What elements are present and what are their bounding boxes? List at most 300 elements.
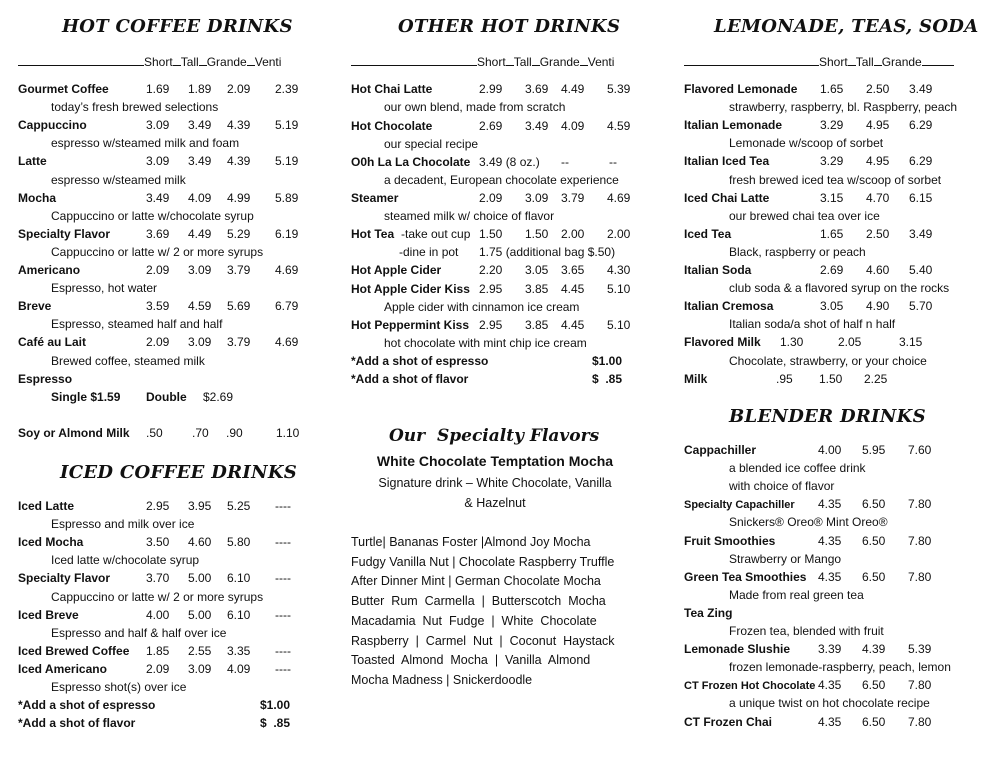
price: 6.15 <box>909 190 933 205</box>
size-grande: Grande <box>539 55 580 69</box>
price: 2.69 <box>820 263 844 277</box>
hot-tea-row2 <box>351 243 641 261</box>
price: 2.09 <box>146 661 170 676</box>
price: 1.65 <box>820 82 844 96</box>
price: 3.65 <box>561 263 585 277</box>
price: 4.30 <box>607 263 631 277</box>
addon-price: $1.00 <box>260 698 291 712</box>
flavor-line: Butter Rum Carmella | Butterscotch Mocha <box>351 594 606 609</box>
item-name: Steamer <box>351 191 399 205</box>
price: 3.70 <box>146 571 170 586</box>
item-name: Iced Breve <box>18 607 79 622</box>
menu-item <box>18 333 318 351</box>
price: ---- <box>275 535 291 550</box>
item-desc: Espresso and milk over ice <box>51 517 195 532</box>
price: 6.50 <box>862 533 886 548</box>
price: ---- <box>275 643 291 658</box>
price: 7.80 <box>908 678 932 693</box>
hot-tea-option: -dine in pot <box>399 245 459 259</box>
item-name: Iced Tea <box>684 226 732 241</box>
price: 6.79 <box>275 299 299 314</box>
price: 3.15 <box>899 335 923 350</box>
price: 3.15 <box>820 190 844 205</box>
menu-item <box>351 261 641 279</box>
addon-espresso <box>351 352 641 370</box>
price: 1.10 <box>276 426 300 440</box>
price: 4.39 <box>862 642 886 657</box>
price: 6.50 <box>862 497 886 512</box>
price: 1.75 (additional bag $.50) <box>479 245 616 259</box>
item-desc: Cappuccino or latte w/ 2 or more syrups <box>51 589 264 604</box>
price: 4.09 <box>227 661 251 676</box>
addon-price: $ .85 <box>592 372 623 386</box>
menu-item <box>18 152 318 170</box>
item-desc: club soda & a flavored syrup on the rocks <box>729 281 950 296</box>
price: 4.39 <box>227 154 251 169</box>
item-name: Specialty Flavor <box>18 571 111 586</box>
price: 5.39 <box>908 642 932 657</box>
menu-item <box>351 280 641 298</box>
espresso-single-double <box>51 388 234 406</box>
price: 7.60 <box>908 443 932 457</box>
iced-coffee-title: ICED COFFEE DRINKS <box>60 462 298 483</box>
price: 6.50 <box>862 569 886 584</box>
size-grande: Grande <box>206 55 247 69</box>
item-desc: Brewed coffee, steamed milk <box>51 353 205 368</box>
addon-label: *Add a shot of flavor <box>351 372 469 386</box>
item-name: Mocha <box>18 190 57 205</box>
soy-almond-row <box>18 424 308 442</box>
menu-item <box>684 568 984 586</box>
price: 1.89 <box>188 82 212 96</box>
price: 4.00 <box>146 607 170 622</box>
menu-item <box>18 80 318 98</box>
price: 2.39 <box>275 82 299 96</box>
price: 4.45 <box>561 318 585 332</box>
price: 4.35 <box>818 533 842 548</box>
item-desc: Espresso and half & half over ice <box>51 625 227 640</box>
price: 3.09 <box>188 263 212 277</box>
price: 5.69 <box>227 299 251 314</box>
menu-item <box>684 297 984 315</box>
price: 3.79 <box>227 263 251 277</box>
flavor-line: After Dinner Mint | German Chocolate Mocha <box>351 574 601 589</box>
menu-item <box>684 333 984 351</box>
item-name: Espresso <box>18 372 73 386</box>
size-tall: Tall <box>180 55 199 69</box>
addon-label: *Add a shot of espresso <box>18 698 156 712</box>
size-tall: Tall <box>513 55 532 69</box>
price: 4.09 <box>188 190 212 205</box>
menu-item <box>684 532 984 550</box>
price: 3.69 <box>146 226 170 241</box>
price: 1.85 <box>146 643 170 658</box>
menu-item <box>684 189 984 207</box>
price: 7.80 <box>908 569 932 584</box>
price: 4.49 <box>188 226 212 241</box>
espresso-row <box>18 370 72 388</box>
item-name: Iced Mocha <box>18 535 84 550</box>
price: 3.49 <box>188 154 212 169</box>
price: ---- <box>275 571 291 586</box>
hot-coffee-size-header <box>18 54 281 69</box>
item-name: Tea Zing <box>684 605 733 620</box>
item-desc: Espresso shot(s) over ice <box>51 680 187 694</box>
price: 2.50 <box>866 82 890 96</box>
price: 4.69 <box>607 191 631 205</box>
price: 3.49 <box>909 226 933 241</box>
price: 3.05 <box>525 263 549 277</box>
price: 3.59 <box>146 299 170 314</box>
menu-item <box>18 225 318 243</box>
item-desc: Apple cider with cinnamon ice cream <box>384 300 580 314</box>
menu-item <box>684 676 984 694</box>
price: 3.09 <box>525 191 549 205</box>
item-name: Specialty Capachiller <box>684 499 795 512</box>
price: 3.50 <box>146 535 170 550</box>
size-short: Short <box>819 55 848 69</box>
item-desc: steamed milk w/ choice of flavor <box>384 209 555 223</box>
menu-item <box>18 116 318 134</box>
price: 2.69 <box>479 119 503 133</box>
price: 5.95 <box>862 443 886 457</box>
price: 6.10 <box>227 607 251 622</box>
price: 1.50 <box>819 371 843 386</box>
size-short: Short <box>144 55 173 69</box>
price: 5.40 <box>909 263 933 277</box>
price: 2.50 <box>866 226 890 241</box>
price: 4.39 <box>227 118 251 133</box>
item-desc: Chocolate, strawberry, or your choice <box>729 353 927 368</box>
price: 4.35 <box>818 569 842 584</box>
menu-item <box>684 116 984 134</box>
item-name: Specialty Flavor <box>18 226 111 241</box>
item-name: O0h La La Chocolate <box>351 155 471 169</box>
item-name: Fruit Smoothies <box>684 533 776 548</box>
item-name: CT Frozen Hot Chocolate <box>684 680 816 693</box>
item-name: Latte <box>18 154 47 169</box>
item-desc: Cappuccino or latte w/ 2 or more syrups <box>51 244 264 259</box>
addon-price: $1.00 <box>592 354 623 368</box>
price: 5.00 <box>188 607 212 622</box>
item-name: Iced Latte <box>18 499 75 513</box>
price: 5.10 <box>607 318 631 332</box>
price: 3.85 <box>525 318 549 332</box>
espresso-single: Single $1.59 <box>51 390 121 404</box>
price: 3.69 <box>525 82 549 96</box>
menu-item <box>351 153 641 171</box>
flavor-line: Fudgy Vanilla Nut | Chocolate Raspberry Truffle <box>351 554 615 569</box>
price: 4.95 <box>866 118 890 133</box>
price: 1.50 <box>525 227 549 241</box>
price: 1.50 <box>479 227 503 241</box>
price: 2.95 <box>146 499 170 513</box>
item-desc: a decadent, European chocolate experience <box>384 173 619 187</box>
price: 7.80 <box>908 497 932 512</box>
item-desc: a blended ice coffee drink <box>729 461 866 476</box>
menu-item <box>684 261 984 279</box>
addon-flavor <box>351 370 641 388</box>
price: -- <box>609 155 617 169</box>
item-name: Flavored Milk <box>684 335 761 350</box>
hot-tea-row <box>351 225 641 243</box>
menu-item <box>18 660 318 678</box>
flavor-line: Toasted Almond Mocha | Vanilla Almond <box>351 653 591 668</box>
menu-item <box>18 297 318 315</box>
price: 3.09 <box>146 118 170 133</box>
addon-label: *Add a shot of flavor <box>18 716 136 730</box>
price: 2.00 <box>561 227 585 241</box>
price: .50 <box>146 426 163 440</box>
price: ---- <box>275 661 291 676</box>
price: 6.29 <box>909 154 933 169</box>
menu-item <box>684 640 984 658</box>
menu-item <box>351 117 641 135</box>
item-desc: Snickers® Oreo® Mint Oreo® <box>729 515 888 530</box>
price: 4.95 <box>866 154 890 169</box>
price: 6.19 <box>275 226 299 241</box>
price: 2.09 <box>146 263 170 277</box>
item-name: Italian Soda <box>684 263 752 277</box>
size-venti: Venti <box>587 55 615 69</box>
price: 3.05 <box>820 299 844 314</box>
item-desc: our special recipe <box>384 137 479 151</box>
item-name: CT Frozen Chai <box>684 714 773 729</box>
item-name: Iced Americano <box>18 661 107 676</box>
item-name: Hot Tea <box>351 227 395 241</box>
item-desc: Espresso, hot water <box>51 281 158 296</box>
price: 2.09 <box>479 191 503 205</box>
espresso-double-price: $2.69 <box>203 390 234 404</box>
item-name: Lemonade Slushie <box>684 642 791 657</box>
price: 3.09 <box>188 335 212 350</box>
price: -- <box>561 155 569 169</box>
price: 3.49 <box>909 82 933 96</box>
price: 5.10 <box>607 282 631 296</box>
specialty-flavors-title: Our Specialty Flavors <box>389 426 600 446</box>
item-name: Breve <box>18 299 52 314</box>
item-name: Soy or Almond Milk <box>18 426 130 440</box>
flavor-line: Turtle| Bananas Foster |Almond Joy Mocha <box>351 535 591 549</box>
price: .70 <box>192 426 209 440</box>
price: 4.69 <box>275 263 299 277</box>
item-name: Italian Lemonade <box>684 118 783 133</box>
menu-item <box>684 495 984 513</box>
flavor-line: Raspberry | Carmel Nut | Coconut Haystack <box>351 633 615 648</box>
price: 5.39 <box>607 82 631 96</box>
addon-price: $ .85 <box>260 716 291 730</box>
item-name: Hot Chocolate <box>351 119 433 133</box>
menu-item <box>18 497 318 515</box>
menu-item <box>351 189 641 207</box>
item-desc: frozen lemonade-raspberry, peach, lemon <box>729 660 951 675</box>
item-name: Italian Iced Tea <box>684 154 770 169</box>
price: 2.20 <box>479 263 503 277</box>
price: 4.70 <box>866 190 890 205</box>
price: 3.35 <box>227 643 251 658</box>
price: 5.29 <box>227 226 251 241</box>
size-grande: Grande <box>881 55 922 69</box>
price: 5.19 <box>275 154 299 169</box>
item-name: Hot Apple Cider <box>351 263 442 277</box>
price: ---- <box>275 499 291 513</box>
price: 4.60 <box>866 263 890 277</box>
item-desc: fresh brewed iced tea w/scoop of sorbet <box>729 172 942 187</box>
menu-item <box>684 370 984 388</box>
item-name: Hot Apple Cider Kiss <box>351 282 470 296</box>
menu-item <box>351 316 641 334</box>
price: 5.89 <box>275 190 299 205</box>
price: 3.29 <box>820 154 844 169</box>
other-hot-size-header <box>351 54 614 69</box>
price: 4.00 <box>818 443 842 457</box>
item-desc: espresso w/steamed milk <box>51 172 186 187</box>
price: 4.09 <box>561 119 585 133</box>
item-desc: Black, raspberry or peach <box>729 244 866 259</box>
item-desc: Strawberry or Mango <box>729 551 842 566</box>
item-desc: Espresso, steamed half and half <box>51 317 223 332</box>
item-name: Milk <box>684 371 708 386</box>
item-desc: Made from real green tea <box>729 587 864 602</box>
item-desc: Frozen tea, blended with fruit <box>729 624 884 638</box>
price: 5.25 <box>227 499 251 513</box>
price: 1.30 <box>780 335 804 350</box>
item-name: Gourmet Coffee <box>18 82 109 96</box>
price: 3.49 <box>146 190 170 205</box>
price: 4.35 <box>818 714 842 729</box>
item-name: Flavored Lemonade <box>684 82 798 96</box>
blender-title: BLENDER DRINKS <box>729 406 926 427</box>
price: ---- <box>275 607 291 622</box>
menu-item <box>684 225 984 243</box>
price: 2.09 <box>146 335 170 350</box>
item-name: Iced Brewed Coffee <box>18 643 130 658</box>
price: 5.00 <box>188 571 212 586</box>
item-name: Café au Lait <box>18 335 87 350</box>
item-name: Green Tea Smoothies <box>684 569 807 584</box>
price: 4.59 <box>188 299 212 314</box>
item-desc: hot chocolate with mint chip ice cream <box>384 336 587 350</box>
menu-item <box>18 261 318 279</box>
price: 1.69 <box>146 82 170 96</box>
price: 3.49 <box>188 118 212 133</box>
item-desc: espresso w/steamed milk and foam <box>51 136 240 151</box>
menu-item <box>18 606 318 624</box>
menu-item <box>684 604 984 622</box>
price: 6.10 <box>227 571 251 586</box>
specialty-feature: White Chocolate Temptation Mocha <box>376 453 614 469</box>
specialty-signature-line1: Signature drink – White Chocolate, Vanilla <box>378 476 612 490</box>
specialty-signature-line2: & Hazelnut <box>464 496 526 510</box>
menu-item <box>684 713 984 731</box>
price: 4.45 <box>561 282 585 296</box>
price: 2.09 <box>227 82 251 96</box>
menu-item <box>351 80 641 98</box>
price: 3.29 <box>820 118 844 133</box>
price: 6.50 <box>862 678 886 693</box>
price: 2.05 <box>838 335 862 350</box>
hot-coffee-title: HOT COFFEE DRINKS <box>62 16 293 37</box>
item-desc: Italian soda/a shot of half n half <box>729 317 896 332</box>
item-desc: today’s fresh brewed selections <box>51 100 219 115</box>
item-name: Hot Chai Latte <box>351 82 433 96</box>
price: 4.35 <box>818 678 842 693</box>
size-tall: Tall <box>855 55 874 69</box>
other-hot-title: OTHER HOT DRINKS <box>398 16 621 37</box>
price: 3.95 <box>188 499 212 513</box>
price: 3.49 (8 oz.) <box>479 155 540 169</box>
price: 3.39 <box>818 642 842 657</box>
menu-item <box>684 152 984 170</box>
item-name: Cappachiller <box>684 443 757 457</box>
size-venti: Venti <box>254 55 282 69</box>
menu-item <box>18 189 318 207</box>
price: 6.50 <box>862 714 886 729</box>
flavor-line: Macadamia Nut Fudge | White Chocolate <box>351 613 597 628</box>
item-desc: our brewed chai tea over ice <box>729 208 880 223</box>
menu-item <box>18 642 318 660</box>
price: 2.25 <box>864 371 888 386</box>
addon-label: *Add a shot of espresso <box>351 354 489 368</box>
price: 4.99 <box>227 190 251 205</box>
flavor-line: Mocha Madness | Snickerdoodle <box>351 672 533 687</box>
item-name: Iced Chai Latte <box>684 190 770 205</box>
addon-espresso <box>18 696 298 714</box>
price: 7.80 <box>908 714 932 729</box>
item-desc: Cappuccino or latte w/chocolate syrup <box>51 208 254 223</box>
item-desc: with choice of flavor <box>729 479 835 494</box>
price: 5.70 <box>909 299 933 314</box>
price: 4.49 <box>561 82 585 96</box>
price: 2.55 <box>188 643 212 658</box>
menu-item <box>684 80 984 98</box>
price: 2.00 <box>607 227 631 241</box>
price: 3.79 <box>561 191 585 205</box>
price: 3.79 <box>227 335 251 350</box>
price: 5.80 <box>227 535 251 550</box>
menu-item <box>684 441 984 459</box>
item-desc: our own blend, made from scratch <box>384 100 566 114</box>
price: 4.69 <box>275 335 299 350</box>
price: 4.60 <box>188 535 212 550</box>
item-name: Cappuccino <box>18 118 87 133</box>
espresso-double-label: Double <box>146 390 187 404</box>
price: 2.95 <box>479 318 503 332</box>
item-desc: Lemonade w/scoop of sorbet <box>729 136 884 151</box>
price: 5.19 <box>275 118 299 133</box>
price: .95 <box>776 371 793 386</box>
item-name: Hot Peppermint Kiss <box>351 318 470 332</box>
hot-tea-option: -take out cup <box>401 227 471 241</box>
lemonade-title: LEMONADE, TEAS, SODA <box>714 16 979 37</box>
price: 2.99 <box>479 82 503 96</box>
menu-item <box>18 533 318 551</box>
item-desc: Iced latte w/chocolate syrup <box>51 553 200 568</box>
price: 7.80 <box>908 533 932 548</box>
item-desc: strawberry, raspberry, bl. Raspberry, peach <box>729 100 958 115</box>
menu-item <box>18 569 318 587</box>
price: 3.09 <box>188 661 212 676</box>
price: .90 <box>226 426 243 440</box>
price: 3.49 <box>525 119 549 133</box>
price: 3.09 <box>146 154 170 169</box>
item-name: Americano <box>18 263 81 277</box>
price: 6.29 <box>909 118 933 133</box>
price: 3.85 <box>525 282 549 296</box>
item-name: Italian Cremosa <box>684 299 774 314</box>
price: 4.35 <box>818 497 842 512</box>
lemonade-size-header <box>684 54 954 69</box>
